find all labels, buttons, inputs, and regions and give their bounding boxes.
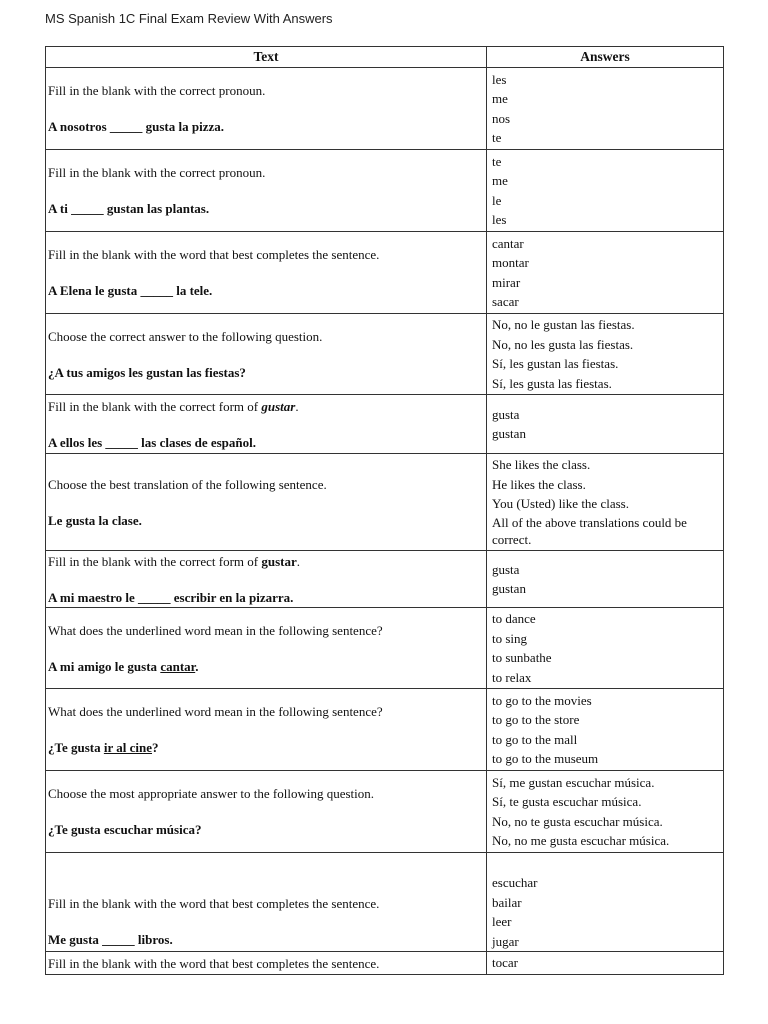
question-sentence: A mi maestro le _____ escribir en la pizarra. — [48, 589, 294, 605]
table-row — [46, 314, 724, 395]
verb-gustar: gustar — [261, 398, 296, 414]
answer-option: nos — [492, 110, 511, 126]
answers-cell — [487, 551, 724, 608]
question-cell — [46, 454, 487, 551]
question-sentence: A mi amigo le gusta cantar. — [48, 658, 199, 674]
answer-option: le — [492, 192, 502, 208]
answers-cell — [487, 608, 724, 689]
question-prompt: Choose the most appropriate answer to the following question. — [48, 786, 375, 801]
question-prompt: Fill in the blank with the correct pronoun. — [48, 165, 266, 180]
question-prompt: Choose the correct answer to the following question. — [48, 328, 323, 344]
table-row — [46, 771, 724, 853]
answer-option: to go to the museum — [492, 751, 599, 766]
document-title: MS Spanish 1C Final Exam Review With Answers — [45, 11, 333, 26]
answer-option: to go to the movies — [492, 692, 592, 708]
question-sentence: Me gusta _____ libros. — [48, 932, 173, 947]
question-sentence: ¿Te gusta escuchar música? — [48, 822, 202, 837]
answers-cell — [487, 68, 724, 150]
question-cell — [46, 314, 487, 395]
answer-option: me — [492, 173, 508, 188]
question-cell — [46, 150, 487, 232]
answer-option: No, no les gusta las fiestas. — [492, 336, 634, 352]
answer-option: me — [492, 91, 508, 106]
answer-option: Sí, les gustan las fiestas. — [492, 356, 619, 371]
answer-option: All of the above translations could be correct. — [492, 514, 687, 548]
answer-option: mirar — [492, 274, 521, 290]
question-sentence: ¿Te gusta ir al cine? — [48, 740, 159, 755]
column-header-answers: Answers — [487, 47, 724, 68]
answer-option: jugar — [492, 933, 519, 949]
answer-option: te — [492, 153, 502, 169]
answer-option: gusta — [492, 561, 520, 577]
question-prompt: Fill in the blank with the word that best completes the sentence. — [48, 247, 380, 262]
table-row — [46, 395, 724, 454]
question-sentence: ¿A tus amigos les gustan las fiestas? — [48, 364, 246, 380]
table-row — [46, 232, 724, 314]
question-sentence: A ellos les _____ las clases de español. — [48, 434, 257, 450]
answers-cell — [487, 454, 724, 551]
answer-option: No, no me gusta escuchar música. — [492, 833, 670, 848]
verb-gustar: gustar — [261, 553, 297, 569]
question-sentence: A ti _____ gustan las plantas. — [48, 201, 210, 216]
answer-option: cantar — [492, 235, 524, 251]
answer-option: leer — [492, 914, 512, 929]
answer-option: She likes the class. — [492, 457, 591, 473]
answers-cell — [487, 232, 724, 314]
answers-cell — [487, 314, 724, 395]
answer-option: to sing — [492, 630, 528, 646]
answer-option: to sunbathe — [492, 650, 552, 665]
question-prompt: What does the underlined word mean in the following sentence? — [48, 704, 383, 719]
answers-cell — [487, 952, 724, 975]
table-row — [46, 952, 724, 975]
question-cell — [46, 689, 487, 771]
question-cell — [46, 395, 487, 454]
answer-option: You (Usted) like the class. — [492, 496, 629, 512]
answer-option: montar — [492, 255, 529, 270]
answer-option: escuchar — [492, 875, 538, 890]
question-prompt: Fill in the blank with the word that best completes the sentence. — [48, 896, 380, 911]
answer-option: les — [492, 71, 507, 87]
answer-option: to dance — [492, 611, 536, 626]
question-prompt: Fill in the blank with the word that best completes the sentence. — [48, 955, 380, 971]
table-row — [46, 150, 724, 232]
question-prompt: Fill in the blank with the correct pronoun. — [48, 83, 266, 98]
answer-option: bailar — [492, 894, 522, 910]
question-prompt: What does the underlined word mean in the following sentence? — [48, 622, 383, 638]
answer-option: No, no le gustan las fiestas. — [492, 317, 635, 332]
answer-option: gustan — [492, 581, 526, 596]
question-prompt: Fill in the blank with the correct form of gustar. — [48, 398, 299, 414]
table-row — [46, 454, 724, 551]
answer-option: te — [492, 130, 502, 145]
answers-cell — [487, 853, 724, 952]
question-cell — [46, 771, 487, 853]
answer-option: to relax — [492, 669, 532, 685]
answers-cell — [487, 395, 724, 454]
answer-option: Sí, te gusta escuchar música. — [492, 794, 642, 809]
answer-option: Sí, me gustan escuchar música. — [492, 774, 655, 790]
answers-cell — [487, 689, 724, 771]
answer-option: les — [492, 212, 507, 227]
question-cell — [46, 68, 487, 150]
question-sentence: A Elena le gusta _____ la tele. — [48, 283, 213, 298]
question-sentence: A nosotros _____ gusta la pizza. — [48, 119, 224, 134]
answer-option: gustan — [492, 426, 526, 441]
answers-cell — [487, 771, 724, 853]
table-row — [46, 853, 724, 952]
question-cell — [46, 853, 487, 952]
table-row — [46, 689, 724, 771]
answer-option: Sí, les gusta las fiestas. — [492, 375, 612, 391]
answer-option: No, no te gusta escuchar música. — [492, 813, 663, 829]
question-prompt: Choose the best translation of the following sentence. — [48, 476, 327, 492]
question-cell — [46, 232, 487, 314]
question-cell — [46, 551, 487, 608]
table-row — [46, 68, 724, 150]
column-header-text: Text — [46, 47, 487, 68]
question-sentence: Le gusta la clase. — [48, 512, 142, 528]
answer-option: sacar — [492, 294, 519, 309]
underlined-word: ir al cine — [103, 740, 153, 755]
table-row — [46, 551, 724, 608]
answer-option: He likes the class. — [492, 476, 586, 492]
answer-option: gusta — [492, 406, 520, 422]
answer-option: to go to the mall — [492, 731, 578, 747]
underlined-word: cantar — [160, 658, 196, 674]
question-cell — [46, 608, 487, 689]
question-prompt: Fill in the blank with the correct form of gustar. — [48, 553, 301, 569]
answer-option: tocar — [492, 955, 518, 971]
table-row — [46, 608, 724, 689]
review-table — [45, 46, 724, 975]
table-header-row — [46, 47, 724, 68]
answers-cell — [487, 150, 724, 232]
answer-option: to go to the store — [492, 712, 580, 727]
question-cell — [46, 952, 487, 975]
